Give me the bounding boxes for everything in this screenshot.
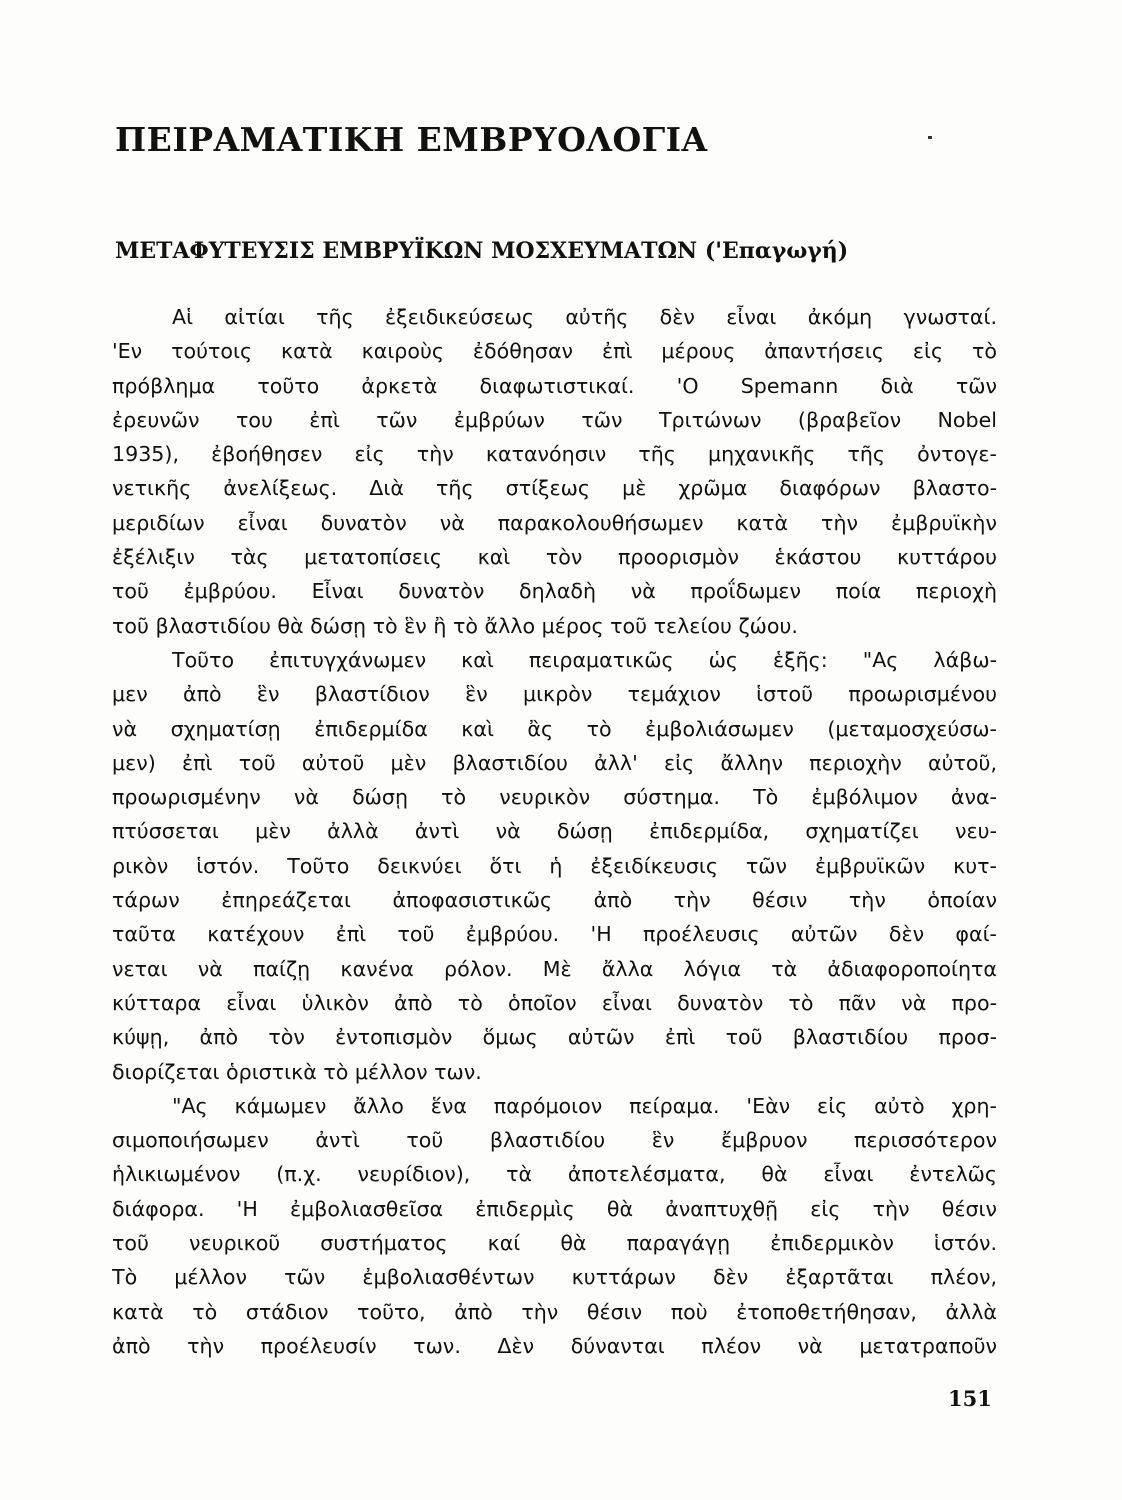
text-line: κύτταρα εἶναι ὑλικὸν ἀπὸ τὸ ὁποῖον εἶναι δυνατὸν τὸ πᾶν νὰ προ- (112, 990, 997, 1015)
text-line: διάφορα. 'Η ἐμβολιασθεῖσα ἐπιδερμὶς θὰ ἀναπτυχθῇ εἰς τὴν θέσιν (112, 1196, 997, 1221)
section-heading-parenthetical: ('Επαγωγή) (704, 238, 849, 264)
text-line: Αἱ αἰτίαι τῆς ἐξειδικεύσεως αὐτῆς δὲν εἶναι ἀκόμη γνωσταί. (172, 305, 997, 329)
text-line: ἐξέλιξιν τὰς μετατοπίσεις καὶ τὸν προορισμὸν ἑκάστου κυττάρου (112, 545, 997, 570)
text-line: 'Εν τούτοις κατὰ καιροὺς ἐδόθησαν ἐπὶ μέρους ἀπαντήσεις εἰς τὸ (112, 339, 997, 364)
text-line: ἡλικιωμένον (π.χ. νευρίδιον), τὰ ἀποτελέσματα, θὰ εἶναι ἐντελῶς (112, 1162, 997, 1187)
print-speck (928, 136, 932, 139)
text-line: ρικὸν ἱστόν. Τοῦτο δεικνύει ὅτι ἡ ἐξειδίκευσις τῶν ἐμβρυϊκῶν κυτ- (112, 853, 997, 878)
text-line: προωρισμένην νὰ δώσῃ τὸ νευρικὸν σύστημα. Τὸ ἐμβόλιμον ἀνα- (112, 785, 997, 810)
text-line: σιμοποιήσωμεν ἀντὶ τοῦ βλαστιδίου ἓν ἔμβρυον περισσότερον (112, 1128, 997, 1153)
text-line: πρόβλημα τοῦτο ἀρκετὰ διαφωτιστικαί. 'Ο Spemann διὰ τῶν (112, 373, 997, 398)
text-line: Τὸ μέλλον τῶν ἐμβολιασθέντων κυττάρων δὲν ἐξαρτᾶται πλέον, (112, 1265, 997, 1290)
text-line: νετικῆς ἀνελίξεως. Διὰ τῆς στίξεως μὲ χρῶμα διαφόρων βλαστο- (112, 476, 997, 501)
text-line: τοῦ νευρικοῦ συστήματος καί θὰ παραγάγῃ ἐπιδερμικὸν ἱστόν. (112, 1231, 997, 1256)
text-line: 1935), ἐβοήθησεν εἰς τὴν κατανόησιν τῆς μηχανικῆς τῆς ὀντογε- (112, 442, 997, 467)
text-line: κύψῃ, ἀπὸ τὸν ἐντοπισμὸν ὅμως αὐτῶν ἐπὶ τοῦ βλαστιδίου προσ- (112, 1025, 997, 1050)
section-heading-text: ΜΕΤΑΦΥΤΕΥΣΙΣ ΕΜΒΡΥΪΚΩΝ ΜΟΣΧΕΥΜΑΤΩΝ (115, 238, 698, 264)
text-line: μεριδίων εἶναι δυνατὸν νὰ παρακολουθήσωμεν κατὰ τὴν ἐμβρυϊκὴν (112, 510, 997, 535)
text-line: ταῦτα κατέχουν ἐπὶ τοῦ ἐμβρύου. 'Η προέλευσις αὐτῶν δὲν φαί- (112, 922, 997, 947)
text-line: κατὰ τὸ στάδιον τοῦτο, ἀπὸ τὴν θέσιν ποὺ ἐτοποθετήθησαν, ἀλλὰ (112, 1299, 997, 1324)
text-line: νεται νὰ παίζῃ κανένα ρόλον. Μὲ ἄλλα λόγια τὰ ἀδιαφοροποίητα (112, 956, 997, 981)
text-line: μεν) ἐπὶ τοῦ αὐτοῦ μὲν βλαστιδίου ἀλλ' εἰς ἄλλην περιοχὴν αὐτοῦ, (112, 750, 997, 775)
section-heading (115, 238, 848, 264)
text-line: τοῦ βλαστιδίου θὰ δώσῃ τὸ ἓν ἢ τὸ ἄλλο μέρος τοῦ τελείου ζώου. (112, 613, 798, 638)
page-title: ΠΕΙΡΑΜΑΤΙΚΗ ΕΜΒΡΥΟΛΟΓΙΑ (115, 120, 708, 159)
text-line: ἐρευνῶν του ἐπὶ τῶν ἐμβρύων τῶν Τριτώνων (βραβεῖον Nobel (112, 407, 997, 432)
text-line: πτύσσεται μὲν ἀλλὰ ἀντὶ νὰ δώσῃ ἐπιδερμίδα, σχηματίζει νευ- (112, 819, 997, 844)
text-line: Τοῦτο ἐπιτυγχάνωμεν καὶ πειραματικῶς ὡς ἑξῆς: "Ας λάβω- (172, 647, 997, 672)
page-number: 151 (948, 1386, 992, 1411)
text-line: "Ας κάμωμεν ἄλλο ἕνα παρόμοιον πείραμα. 'Εὰν εἰς αὐτὸ χρη- (172, 1093, 997, 1118)
text-line: μεν ἀπὸ ἓν βλαστίδιον ἓν μικρὸν τεμάχιον ἱστοῦ προωρισμένου (112, 682, 997, 707)
text-line: τάρων ἐπηρεάζεται ἀποφασιστικῶς ἀπὸ τὴν θέσιν τὴν ὁποίαν (112, 888, 997, 913)
text-line: ἀπὸ τὴν προέλευσίν των. Δὲν δύνανται πλέον νὰ μετατραποῦν (112, 1333, 997, 1358)
text-line: τοῦ ἐμβρύου. Εἶναι δυνατὸν δηλαδὴ νὰ προΐδωμεν ποία περιοχὴ (112, 579, 997, 604)
text-line: νὰ σχηματίσῃ ἐπιδερμίδα καὶ ἂς τὸ ἐμβολιάσωμεν (μεταμοσχεύσω- (112, 716, 997, 741)
text-line: διορίζεται ὁριστικὰ τὸ μέλλον των. (112, 1059, 482, 1084)
body-text (112, 300, 997, 1363)
